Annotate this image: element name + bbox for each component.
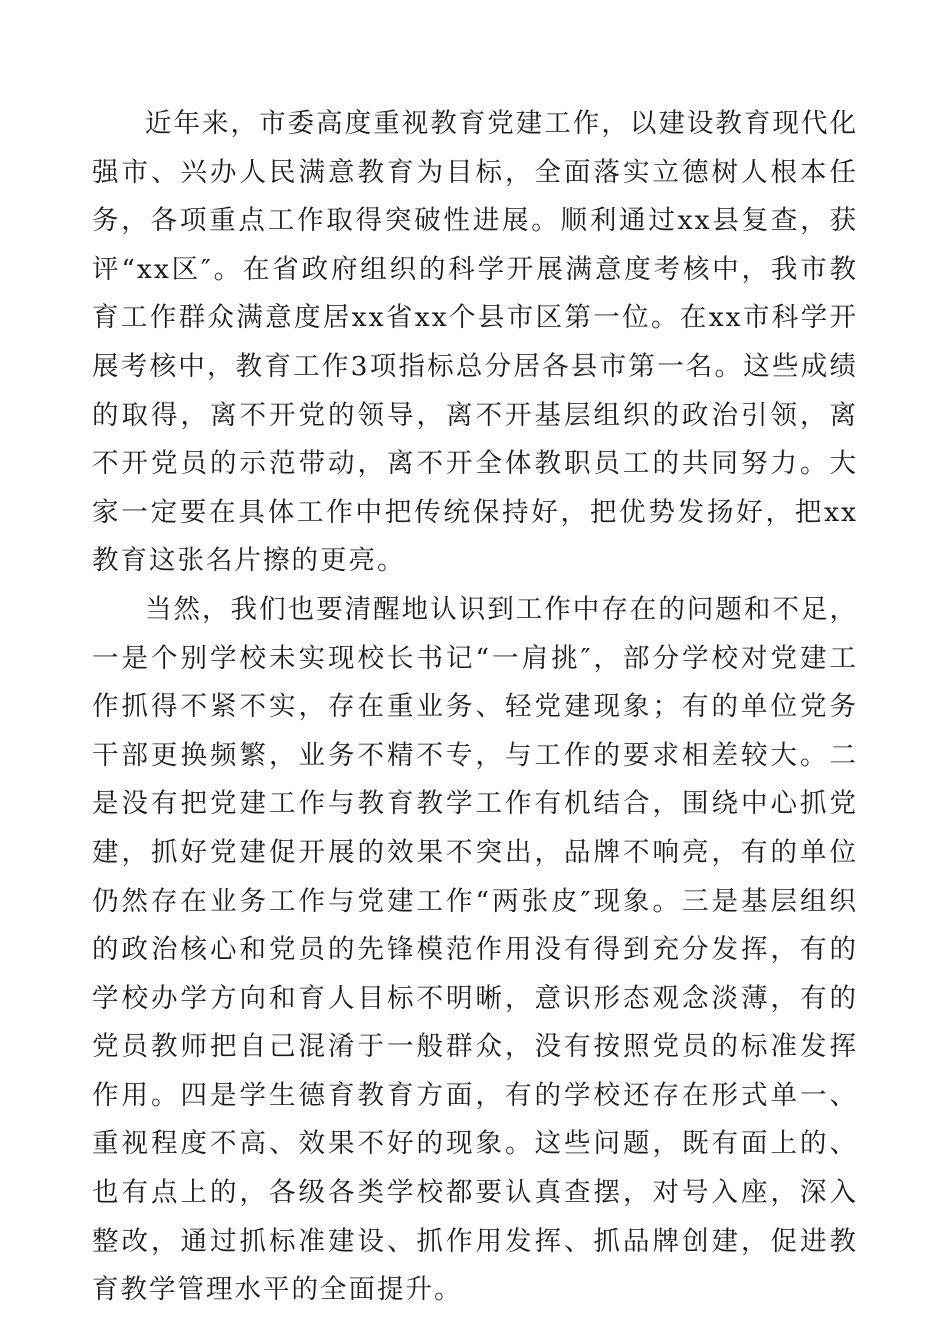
document-body — [92, 100, 858, 1315]
paragraph-achievements: 近年来，市委高度重视教育党建工作，以建设教育现代化强市、兴办人民满意教育为目标，全面落实立德树人根本任务，各项重点工作取得突破性进展。顺利通过xx县复查，获评“xx区″。在省政府组织的科学开展满意度考核中，我市教育工作群众满意度居xx省xx个县市区第一位。在xx市科学开展考核中，教育工作3项指标总分居各县市第一名。这些成绩的取得，离不开党的领导，离不开基层组织的政治引领，离不开党员的示范带动，离不开全体教职员工的共同努力。大家一定要在具体工作中把传统保持好，把优势发扬好，把xx教育这张名片擦的更亮。 — [92, 108, 858, 577]
paragraph-problems: 当然，我们也要清醒地认识到工作中存在的问题和不足，一是个别学校未实现校长书记“一肩挑″，部分学校对党建工作抓得不紧不实，存在重业务、轻党建现象；有的单位党务干部更换频繁，业务不精不专，与工作的要求相差较大。二是没有把党建工作与教育教学工作有机结合，围绕中心抓党建，抓好党建促开展的效果不突出，品牌不响亮，有的单位仍然存在业务工作与党建工作“两张皮″现象。三是基层组织的政治核心和党员的先锋模范作用没有得到充分发挥，有的学校办学方向和育人目标不明晰，意识形态观念淡薄，有的党员教师把自己混淆于一般群众，没有按照党员的标准发挥作用。四是学生德育教育方面，有的学校还存在形式单一、重视程度不高、效果不好的现象。这些问题，既有面上的、也有点上的，各级各类学校都要认真查摆，对号入座，深入整改，通过抓标准建设、抓作用发挥、抓品牌创建，促进教育教学管理水平的全面提升。 — [92, 593, 858, 1306]
